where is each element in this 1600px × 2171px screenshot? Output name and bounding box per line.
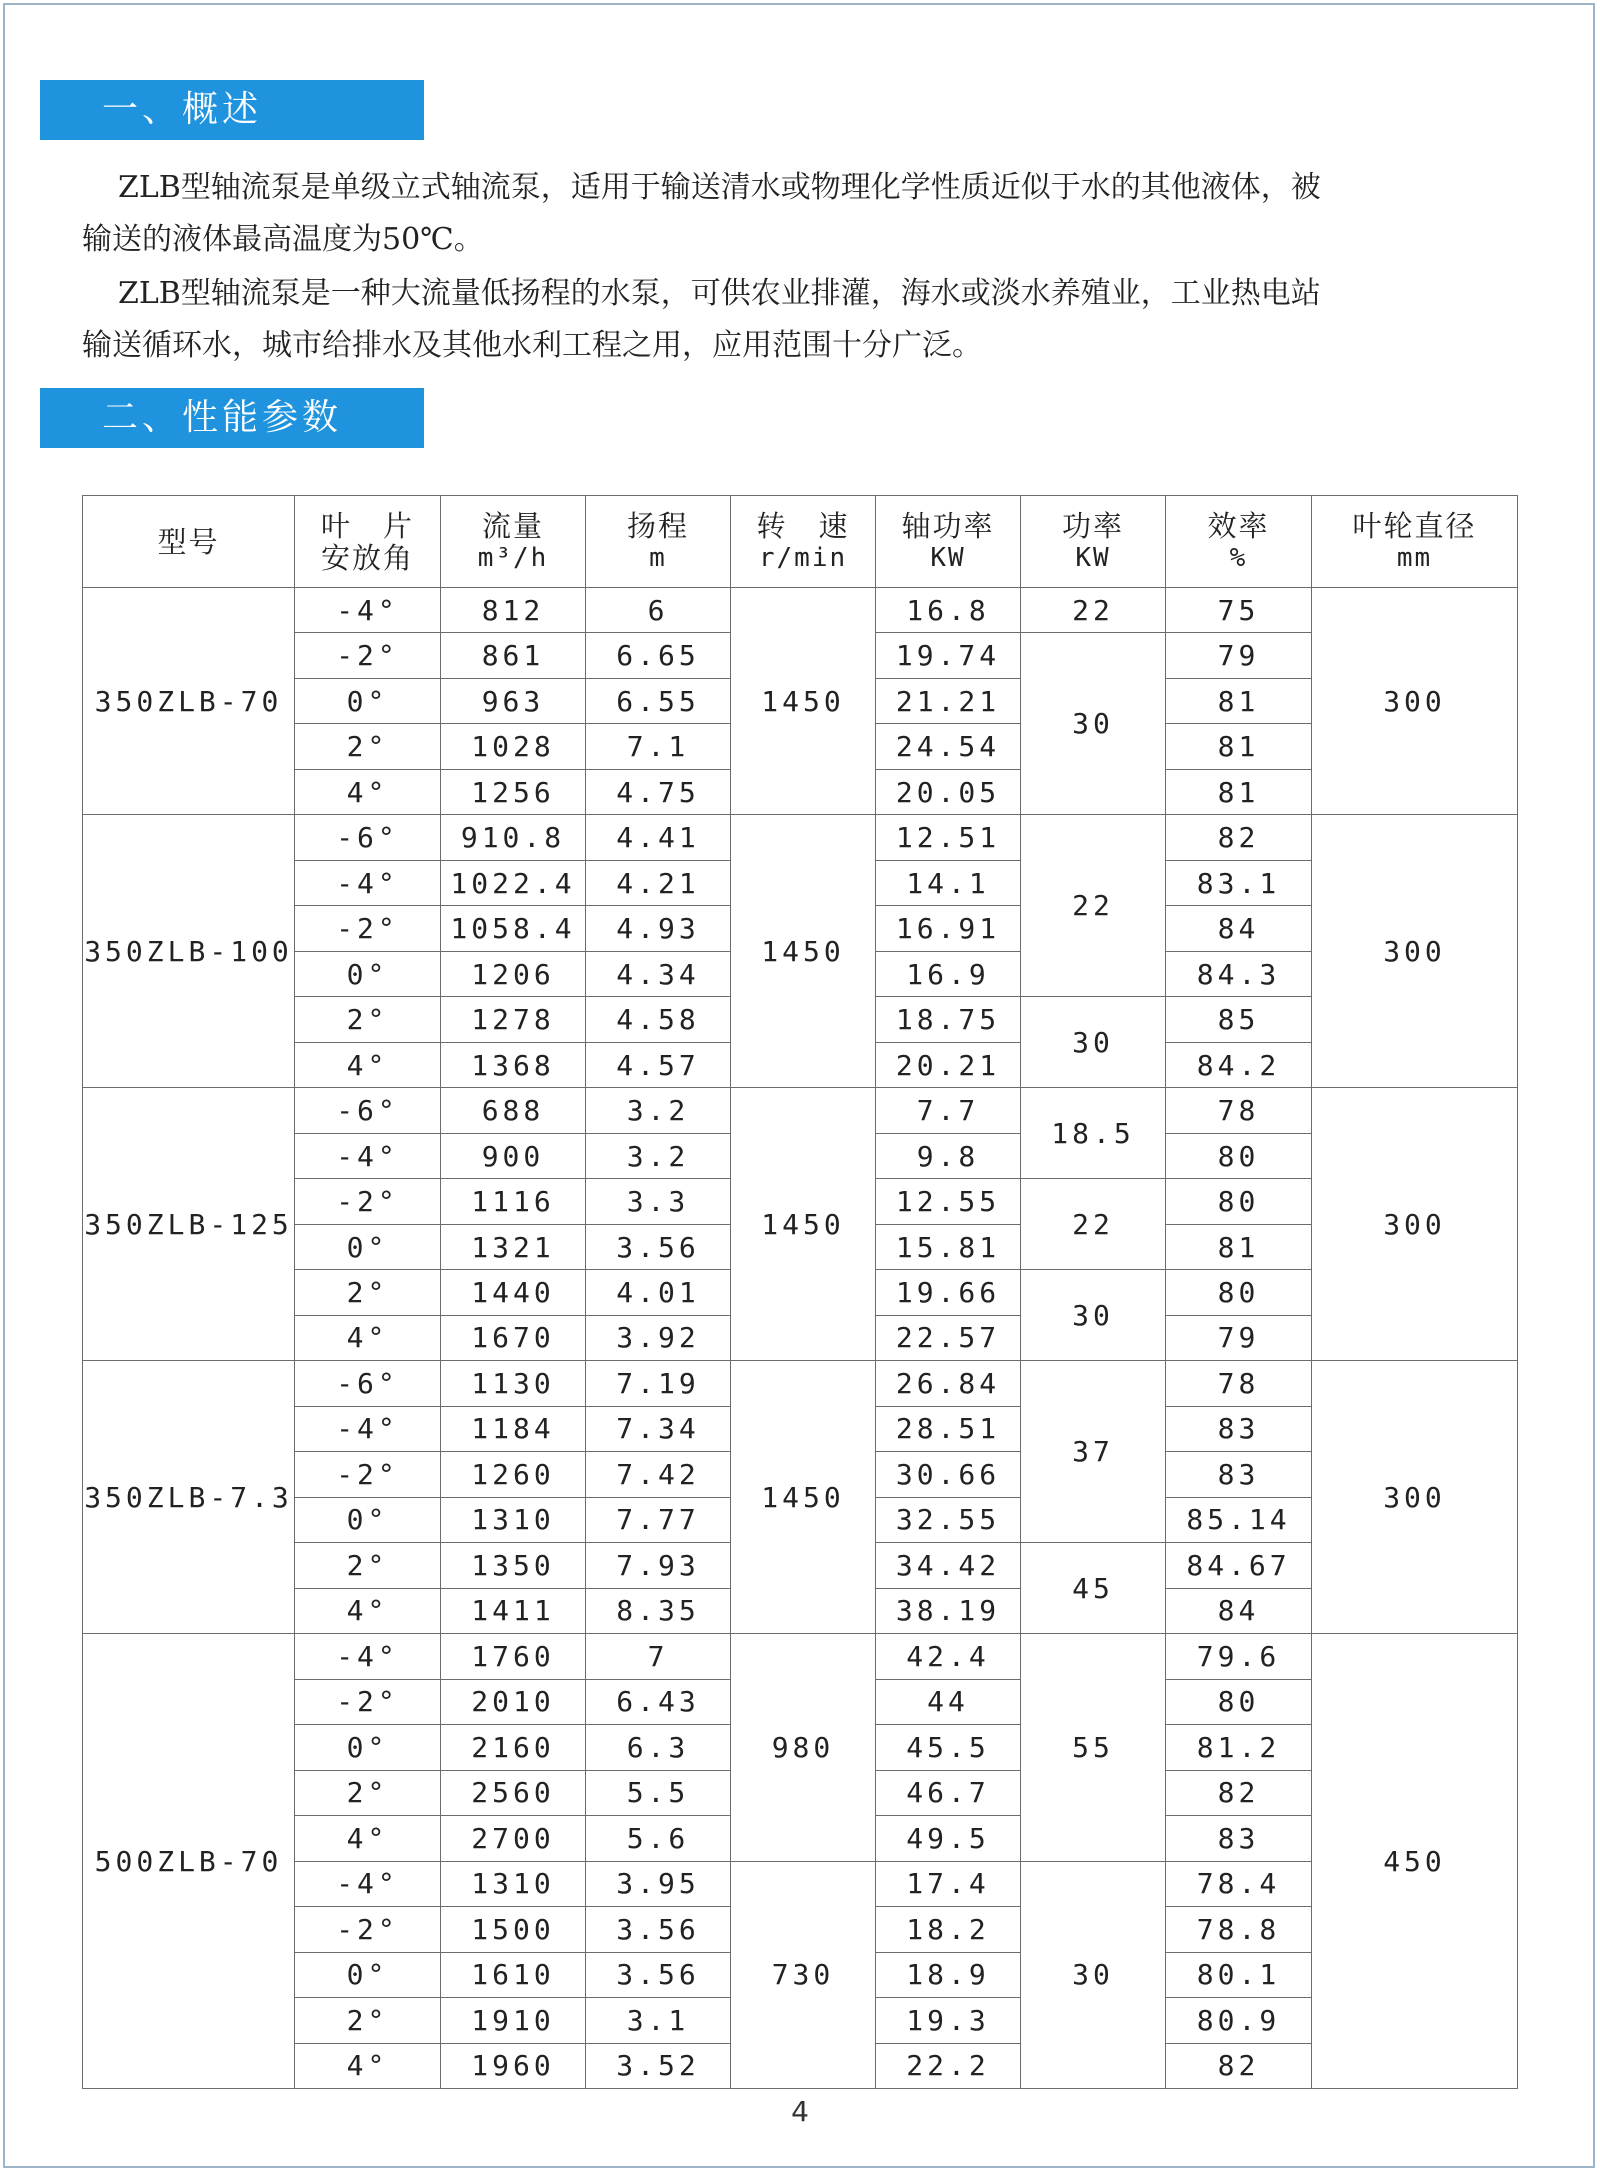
angle-cell: 4° — [295, 769, 441, 814]
head-cell: 7.93 — [586, 1543, 731, 1588]
model-cell: 500ZLB-70 — [83, 1634, 295, 2089]
efficiency-cell: 78.4 — [1166, 1861, 1312, 1906]
shaft-power-cell: 16.9 — [876, 951, 1021, 996]
flow-cell: 1960 — [441, 2043, 586, 2089]
flow-cell: 1910 — [441, 1998, 586, 2043]
angle-cell: 2° — [295, 724, 441, 769]
flow-cell: 910.8 — [441, 815, 586, 860]
efficiency-cell: 82 — [1166, 815, 1312, 860]
shaft-power-cell: 34.42 — [876, 1543, 1021, 1588]
flow-cell: 1116 — [441, 1179, 586, 1224]
head-cell: 5.5 — [586, 1770, 731, 1815]
head-cell: 3.52 — [586, 2043, 731, 2089]
angle-cell: -4° — [295, 1861, 441, 1906]
angle-cell: -2° — [295, 1679, 441, 1724]
efficiency-cell: 79 — [1166, 1315, 1312, 1360]
power-cell: 55 — [1021, 1634, 1166, 1861]
shaft-power-cell: 16.8 — [876, 588, 1021, 633]
header-head — [586, 496, 731, 588]
efficiency-cell: 83 — [1166, 1452, 1312, 1497]
speed-cell: 980 — [731, 1634, 876, 1861]
header-model-label: 型号 — [157, 524, 220, 559]
flow-cell: 1610 — [441, 1952, 586, 1997]
efficiency-cell: 85.14 — [1166, 1497, 1312, 1542]
header-speed-line1: 转 速 — [756, 508, 850, 543]
flow-cell: 1184 — [441, 1406, 586, 1451]
efficiency-cell: 83 — [1166, 1816, 1312, 1861]
efficiency-cell: 85 — [1166, 997, 1312, 1042]
power-cell: 22 — [1021, 1179, 1166, 1270]
shaft-power-cell: 38.19 — [876, 1588, 1021, 1633]
head-cell: 4.58 — [586, 997, 731, 1042]
header-power-line1: 功率 — [1061, 508, 1124, 543]
overview-p2-line2: 输送循环水，城市给排水及其他水利工程之用，应用范围十分广泛。 — [82, 328, 982, 363]
shaft-power-cell: 20.05 — [876, 769, 1021, 814]
shaft-power-cell: 46.7 — [876, 1770, 1021, 1815]
efficiency-cell: 82 — [1166, 2043, 1312, 2089]
angle-cell: -6° — [295, 815, 441, 860]
efficiency-cell: 81 — [1166, 724, 1312, 769]
power-cell: 30 — [1021, 997, 1166, 1088]
model-cell: 350ZLB-100 — [83, 815, 295, 1088]
efficiency-cell: 84.3 — [1166, 951, 1312, 996]
head-cell: 6.65 — [586, 633, 731, 678]
model-cell: 350ZLB-70 — [83, 588, 295, 815]
shaft-power-cell: 19.66 — [876, 1270, 1021, 1315]
head-cell: 7.42 — [586, 1452, 731, 1497]
head-cell: 4.93 — [586, 906, 731, 951]
header-dia-line1: 叶轮直径 — [1352, 508, 1477, 543]
angle-cell: 0° — [295, 1952, 441, 1997]
page-number: 4 — [791, 2095, 809, 2128]
head-cell: 4.75 — [586, 769, 731, 814]
head-cell: 7 — [586, 1634, 731, 1679]
shaft-power-cell: 28.51 — [876, 1406, 1021, 1451]
efficiency-cell: 84 — [1166, 906, 1312, 951]
efficiency-cell: 78 — [1166, 1361, 1312, 1406]
efficiency-cell: 79.6 — [1166, 1634, 1312, 1679]
power-cell: 30 — [1021, 1270, 1166, 1361]
header-head-line1: 扬程 — [626, 508, 689, 543]
header-eff-line1: 效率 — [1207, 508, 1270, 543]
section-title-params: 二、性能参数 — [40, 388, 424, 448]
efficiency-cell: 84.67 — [1166, 1543, 1312, 1588]
shaft-power-cell: 22.2 — [876, 2043, 1021, 2089]
shaft-power-cell: 19.74 — [876, 633, 1021, 678]
efficiency-cell: 83.1 — [1166, 860, 1312, 905]
efficiency-cell: 81 — [1166, 678, 1312, 723]
flow-cell: 2700 — [441, 1816, 586, 1861]
power-cell: 45 — [1021, 1543, 1166, 1634]
head-cell: 4.01 — [586, 1270, 731, 1315]
angle-cell: 2° — [295, 1770, 441, 1815]
header-shaft-unit: KW — [930, 542, 966, 573]
efficiency-cell: 80 — [1166, 1133, 1312, 1178]
shaft-power-cell: 45.5 — [876, 1725, 1021, 1770]
diameter-cell: 300 — [1312, 815, 1518, 1088]
angle-cell: -2° — [295, 1452, 441, 1497]
angle-cell: 4° — [295, 1816, 441, 1861]
header-diameter — [1312, 496, 1518, 588]
angle-cell: -2° — [295, 906, 441, 951]
efficiency-cell: 84 — [1166, 1588, 1312, 1633]
header-shaft-line1: 轴功率 — [901, 508, 995, 543]
diameter-cell: 300 — [1312, 588, 1518, 815]
shaft-power-cell: 17.4 — [876, 1861, 1021, 1906]
table-row — [83, 1361, 1518, 1406]
angle-cell: -6° — [295, 1088, 441, 1133]
shaft-power-cell: 12.51 — [876, 815, 1021, 860]
diameter-cell: 300 — [1312, 1361, 1518, 1634]
head-cell: 3.56 — [586, 1907, 731, 1952]
overview-paragraph-2 — [82, 268, 1522, 372]
header-power-unit: KW — [1075, 542, 1111, 573]
speed-cell: 1450 — [731, 588, 876, 815]
power-cell: 30 — [1021, 1861, 1166, 2088]
flow-cell: 1310 — [441, 1861, 586, 1906]
shaft-power-cell: 14.1 — [876, 860, 1021, 905]
shaft-power-cell: 20.21 — [876, 1042, 1021, 1087]
efficiency-cell: 81 — [1166, 769, 1312, 814]
efficiency-cell: 79 — [1166, 633, 1312, 678]
angle-cell: 4° — [295, 1042, 441, 1087]
head-cell: 4.21 — [586, 860, 731, 905]
efficiency-cell: 80.1 — [1166, 1952, 1312, 1997]
efficiency-cell: 80.9 — [1166, 1998, 1312, 2043]
overview-p2-line1: ZLB型轴流泵是一种大流量低扬程的水泵，可供农业排灌，海水或淡水养殖业，工业热电站 — [118, 276, 1321, 311]
shaft-power-cell: 32.55 — [876, 1497, 1021, 1542]
head-cell: 4.41 — [586, 815, 731, 860]
flow-cell: 1058.4 — [441, 906, 586, 951]
head-cell: 3.56 — [586, 1952, 731, 1997]
flow-cell: 1321 — [441, 1224, 586, 1269]
diameter-cell: 300 — [1312, 1088, 1518, 1361]
speed-cell: 730 — [731, 1861, 876, 2088]
angle-cell: -6° — [295, 1361, 441, 1406]
head-cell: 6.43 — [586, 1679, 731, 1724]
header-dia-unit: mm — [1396, 542, 1433, 573]
angle-cell: 0° — [295, 951, 441, 996]
shaft-power-cell: 9.8 — [876, 1133, 1021, 1178]
section-title-overview: 一、概述 — [40, 80, 424, 140]
shaft-power-cell: 49.5 — [876, 1816, 1021, 1861]
flow-cell: 1022.4 — [441, 860, 586, 905]
model-cell: 350ZLB-7.3 — [83, 1361, 295, 1634]
header-flow-line1: 流量 — [481, 508, 544, 543]
angle-cell: -4° — [295, 1133, 441, 1178]
flow-cell: 1256 — [441, 769, 586, 814]
table-row — [83, 1861, 1518, 1906]
head-cell: 3.3 — [586, 1179, 731, 1224]
diameter-cell: 450 — [1312, 1634, 1518, 2089]
angle-cell: 0° — [295, 1497, 441, 1542]
flow-cell: 1350 — [441, 1543, 586, 1588]
head-cell: 5.6 — [586, 1816, 731, 1861]
head-cell: 3.1 — [586, 1998, 731, 2043]
flow-cell: 1440 — [441, 1270, 586, 1315]
flow-cell: 688 — [441, 1088, 586, 1133]
efficiency-cell: 78 — [1166, 1088, 1312, 1133]
flow-cell: 1500 — [441, 1907, 586, 1952]
flow-cell: 1130 — [441, 1361, 586, 1406]
header-shaft-power — [876, 496, 1021, 588]
head-cell: 7.19 — [586, 1361, 731, 1406]
head-cell: 6.55 — [586, 678, 731, 723]
flow-cell: 861 — [441, 633, 586, 678]
angle-cell: -2° — [295, 1179, 441, 1224]
efficiency-cell: 80 — [1166, 1270, 1312, 1315]
head-cell: 3.2 — [586, 1088, 731, 1133]
shaft-power-cell: 7.7 — [876, 1088, 1021, 1133]
shaft-power-cell: 16.91 — [876, 906, 1021, 951]
angle-cell: 4° — [295, 1588, 441, 1633]
efficiency-cell: 81.2 — [1166, 1725, 1312, 1770]
shaft-power-cell: 21.21 — [876, 678, 1021, 723]
model-cell: 350ZLB-125 — [83, 1088, 295, 1361]
efficiency-cell: 84.2 — [1166, 1042, 1312, 1087]
shaft-power-cell: 18.2 — [876, 1907, 1021, 1952]
flow-cell: 1260 — [441, 1452, 586, 1497]
shaft-power-cell: 12.55 — [876, 1179, 1021, 1224]
angle-cell: 0° — [295, 678, 441, 723]
head-cell: 8.35 — [586, 1588, 731, 1633]
head-cell: 3.95 — [586, 1861, 731, 1906]
efficiency-cell: 80 — [1166, 1679, 1312, 1724]
flow-cell: 900 — [441, 1133, 586, 1178]
header-efficiency — [1166, 496, 1312, 588]
head-cell: 3.92 — [586, 1315, 731, 1360]
header-head-unit: m — [649, 542, 667, 573]
head-cell: 6 — [586, 588, 731, 633]
power-cell: 30 — [1021, 633, 1166, 815]
head-cell: 3.56 — [586, 1224, 731, 1269]
angle-cell: 4° — [295, 1315, 441, 1360]
power-cell: 37 — [1021, 1361, 1166, 1543]
overview-p1-line2: 输送的液体最高温度为50℃。 — [82, 222, 484, 257]
flow-cell: 1368 — [441, 1042, 586, 1087]
flow-cell: 2010 — [441, 1679, 586, 1724]
shaft-power-cell: 26.84 — [876, 1361, 1021, 1406]
speed-cell: 1450 — [731, 815, 876, 1088]
shaft-power-cell: 18.75 — [876, 997, 1021, 1042]
flow-cell: 812 — [441, 588, 586, 633]
angle-cell: 0° — [295, 1224, 441, 1269]
angle-cell: -4° — [295, 588, 441, 633]
angle-cell: 2° — [295, 997, 441, 1042]
angle-cell: -4° — [295, 1406, 441, 1451]
flow-cell: 1760 — [441, 1634, 586, 1679]
flow-cell: 2160 — [441, 1725, 586, 1770]
angle-cell: 4° — [295, 2043, 441, 2089]
head-cell: 7.77 — [586, 1497, 731, 1542]
shaft-power-cell: 30.66 — [876, 1452, 1021, 1497]
header-power — [1021, 496, 1166, 588]
header-flow-unit: m³/h — [477, 542, 549, 573]
efficiency-cell: 75 — [1166, 588, 1312, 633]
table-row — [83, 588, 1518, 633]
angle-cell: 0° — [295, 1725, 441, 1770]
flow-cell: 1670 — [441, 1315, 586, 1360]
header-speed — [731, 496, 876, 588]
power-cell: 22 — [1021, 815, 1166, 997]
angle-cell: 2° — [295, 1998, 441, 2043]
overview-paragraph-1 — [82, 162, 1522, 266]
head-cell: 3.2 — [586, 1133, 731, 1178]
efficiency-cell: 78.8 — [1166, 1907, 1312, 1952]
shaft-power-cell: 42.4 — [876, 1634, 1021, 1679]
power-cell: 18.5 — [1021, 1088, 1166, 1179]
shaft-power-cell: 24.54 — [876, 724, 1021, 769]
shaft-power-cell: 22.57 — [876, 1315, 1021, 1360]
head-cell: 7.34 — [586, 1406, 731, 1451]
head-cell: 6.3 — [586, 1725, 731, 1770]
head-cell: 7.1 — [586, 724, 731, 769]
angle-cell: 2° — [295, 1270, 441, 1315]
angle-cell: 2° — [295, 1543, 441, 1588]
header-angle-line2: 安放角 — [320, 540, 414, 575]
shaft-power-cell: 18.9 — [876, 1952, 1021, 1997]
angle-cell: -4° — [295, 1634, 441, 1679]
angle-cell: -4° — [295, 860, 441, 905]
speed-cell: 1450 — [731, 1088, 876, 1361]
table-row — [83, 815, 1518, 860]
shaft-power-cell: 19.3 — [876, 1998, 1021, 2043]
head-cell: 4.57 — [586, 1042, 731, 1087]
header-flow — [441, 496, 586, 588]
angle-cell: -2° — [295, 1907, 441, 1952]
flow-cell: 1310 — [441, 1497, 586, 1542]
flow-cell: 963 — [441, 678, 586, 723]
power-cell: 22 — [1021, 588, 1166, 633]
shaft-power-cell: 44 — [876, 1679, 1021, 1724]
overview-p1-line1: ZLB型轴流泵是单级立式轴流泵，适用于输送清水或物理化学性质近似于水的其他液体，被 — [118, 170, 1321, 205]
table-row — [83, 1088, 1518, 1133]
table-row — [83, 1634, 1518, 1679]
flow-cell: 1411 — [441, 1588, 586, 1633]
header-speed-unit: r/min — [758, 542, 848, 573]
performance-table — [82, 495, 1518, 2089]
header-angle — [295, 496, 441, 588]
header-angle-line1: 叶 片 — [320, 508, 414, 543]
efficiency-cell: 80 — [1166, 1179, 1312, 1224]
head-cell: 4.34 — [586, 951, 731, 996]
flow-cell: 1028 — [441, 724, 586, 769]
shaft-power-cell: 15.81 — [876, 1224, 1021, 1269]
angle-cell: -2° — [295, 633, 441, 678]
efficiency-cell: 81 — [1166, 1224, 1312, 1269]
header-eff-unit: % — [1229, 542, 1248, 573]
efficiency-cell: 83 — [1166, 1406, 1312, 1451]
table-header-row — [83, 496, 1518, 588]
flow-cell: 1206 — [441, 951, 586, 996]
efficiency-cell: 82 — [1166, 1770, 1312, 1815]
speed-cell: 1450 — [731, 1361, 876, 1634]
flow-cell: 2560 — [441, 1770, 586, 1815]
flow-cell: 1278 — [441, 997, 586, 1042]
header-model — [83, 496, 295, 588]
